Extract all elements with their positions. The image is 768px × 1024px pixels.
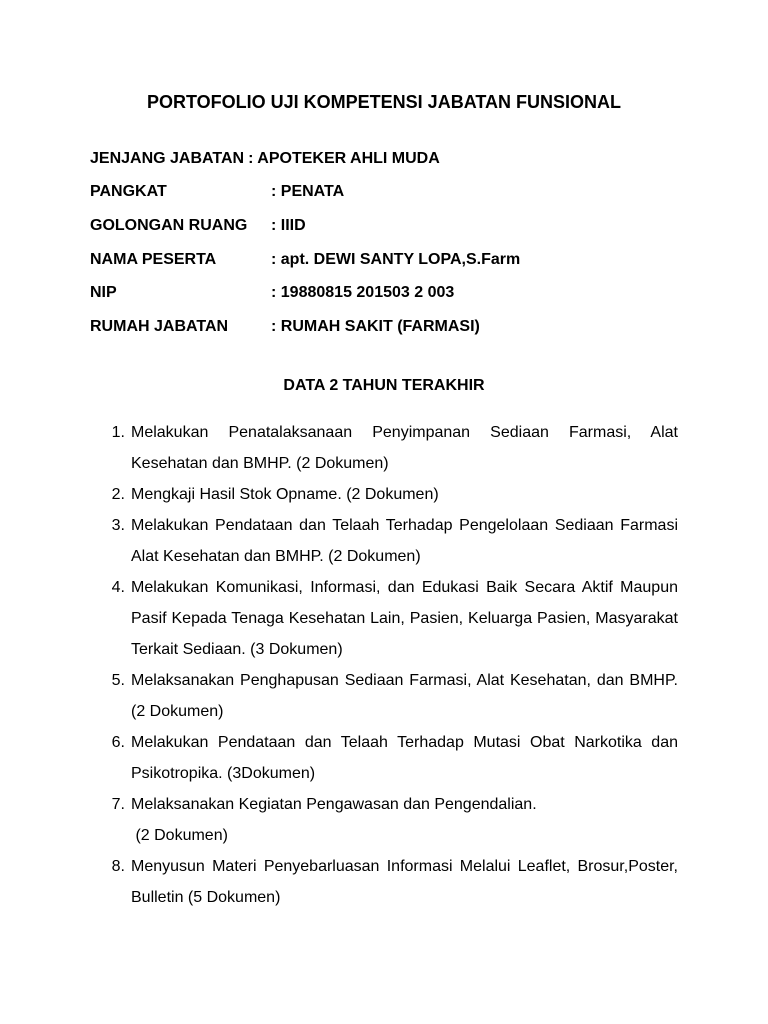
info-label: NIP: [90, 284, 117, 302]
list-item-number: 2.: [111, 486, 125, 503]
list-item-number: 7.: [111, 796, 125, 813]
list-item-text: [131, 789, 678, 851]
list-item: [100, 727, 678, 789]
info-label: PANGKAT: [90, 183, 167, 201]
list-item-text-line1: Melaksanakan Kegiatan Pengawasan dan Pengendalian.: [131, 796, 537, 813]
info-row-jenjang-jabatan: [90, 142, 690, 176]
list-item-text: Mengkaji Hasil Stok Opname. (2 Dokumen): [131, 486, 439, 503]
list-item: [100, 665, 678, 727]
list-item-number: 5.: [111, 672, 125, 689]
info-value: : IIID: [271, 216, 306, 234]
info-block: [90, 142, 690, 344]
info-value: : 19880815 201503 2 003: [271, 284, 455, 302]
info-row-nama-peserta: [90, 243, 690, 277]
list-item-text: Melakukan Pendataan dan Telaah Terhadap Pengelolaan Sediaan Farmasi Alat Kesehatan dan BMHP. (2 Dokumen): [131, 517, 678, 565]
list-item-number: 1.: [111, 424, 125, 441]
info-value: : RUMAH SAKIT (FARMASI): [271, 317, 480, 335]
list-item: [100, 572, 678, 665]
info-value: : apt. DEWI SANTY LOPA,S.Farm: [271, 250, 521, 268]
list-item: [100, 417, 678, 479]
list-item-text: Menyusun Materi Penyebarluasan Informasi Melalui Leaflet, Brosur,Poster, Bulletin (5 Dokumen): [131, 858, 678, 906]
info-row-pangkat: [90, 176, 690, 210]
list-item-text: Melakukan Pendataan dan Telaah Terhadap Mutasi Obat Narkotika dan Psikotropika. (3Dokumen): [131, 734, 678, 782]
list-item-number: 6.: [111, 734, 125, 751]
list-item-text: Melakukan Penatalaksanaan Penyimpanan Sediaan Farmasi, Alat Kesehatan dan BMHP. (2 Dokumen): [131, 424, 678, 472]
section-heading: DATA 2 TAHUN TERAKHIR: [283, 377, 485, 394]
list-item-number: 8.: [111, 858, 125, 875]
list-item: [100, 510, 678, 572]
info-row-rumah-jabatan: [90, 310, 690, 344]
document-title: PORTOFOLIO UJI KOMPETENSI JABATAN FUNSIONAL: [146, 92, 622, 112]
activity-list: [100, 417, 678, 913]
list-item-text: Melaksanakan Penghapusan Sediaan Farmasi, Alat Kesehatan, dan BMHP. (2 Dokumen): [131, 672, 678, 720]
info-label: NAMA PESERTA: [90, 250, 217, 268]
list-item-text: Melakukan Komunikasi, Informasi, dan Edukasi Baik Secara Aktif Maupun Pasif Kepada Tenaga Kesehatan Lain, Pasien, Keluarga Pasien, Masyarakat Terkait Sediaan. (3 Dokumen): [131, 579, 678, 658]
list-item-number: 3.: [111, 517, 125, 534]
info-value: : PENATA: [271, 183, 345, 201]
list-item: [100, 789, 678, 851]
list-item: [100, 479, 678, 510]
info-label: GOLONGAN RUANG: [90, 216, 248, 234]
info-label: JENJANG JABATAN: [90, 149, 245, 167]
info-value: : APOTEKER AHLI MUDA: [248, 149, 440, 167]
info-row-nip: [90, 276, 690, 310]
list-item-text-line2: (2 Dokumen): [131, 827, 228, 844]
list-item-number: 4.: [111, 579, 125, 596]
info-label: RUMAH JABATAN: [90, 317, 229, 335]
list-item: [100, 851, 678, 913]
info-row-golongan-ruang: [90, 209, 690, 243]
